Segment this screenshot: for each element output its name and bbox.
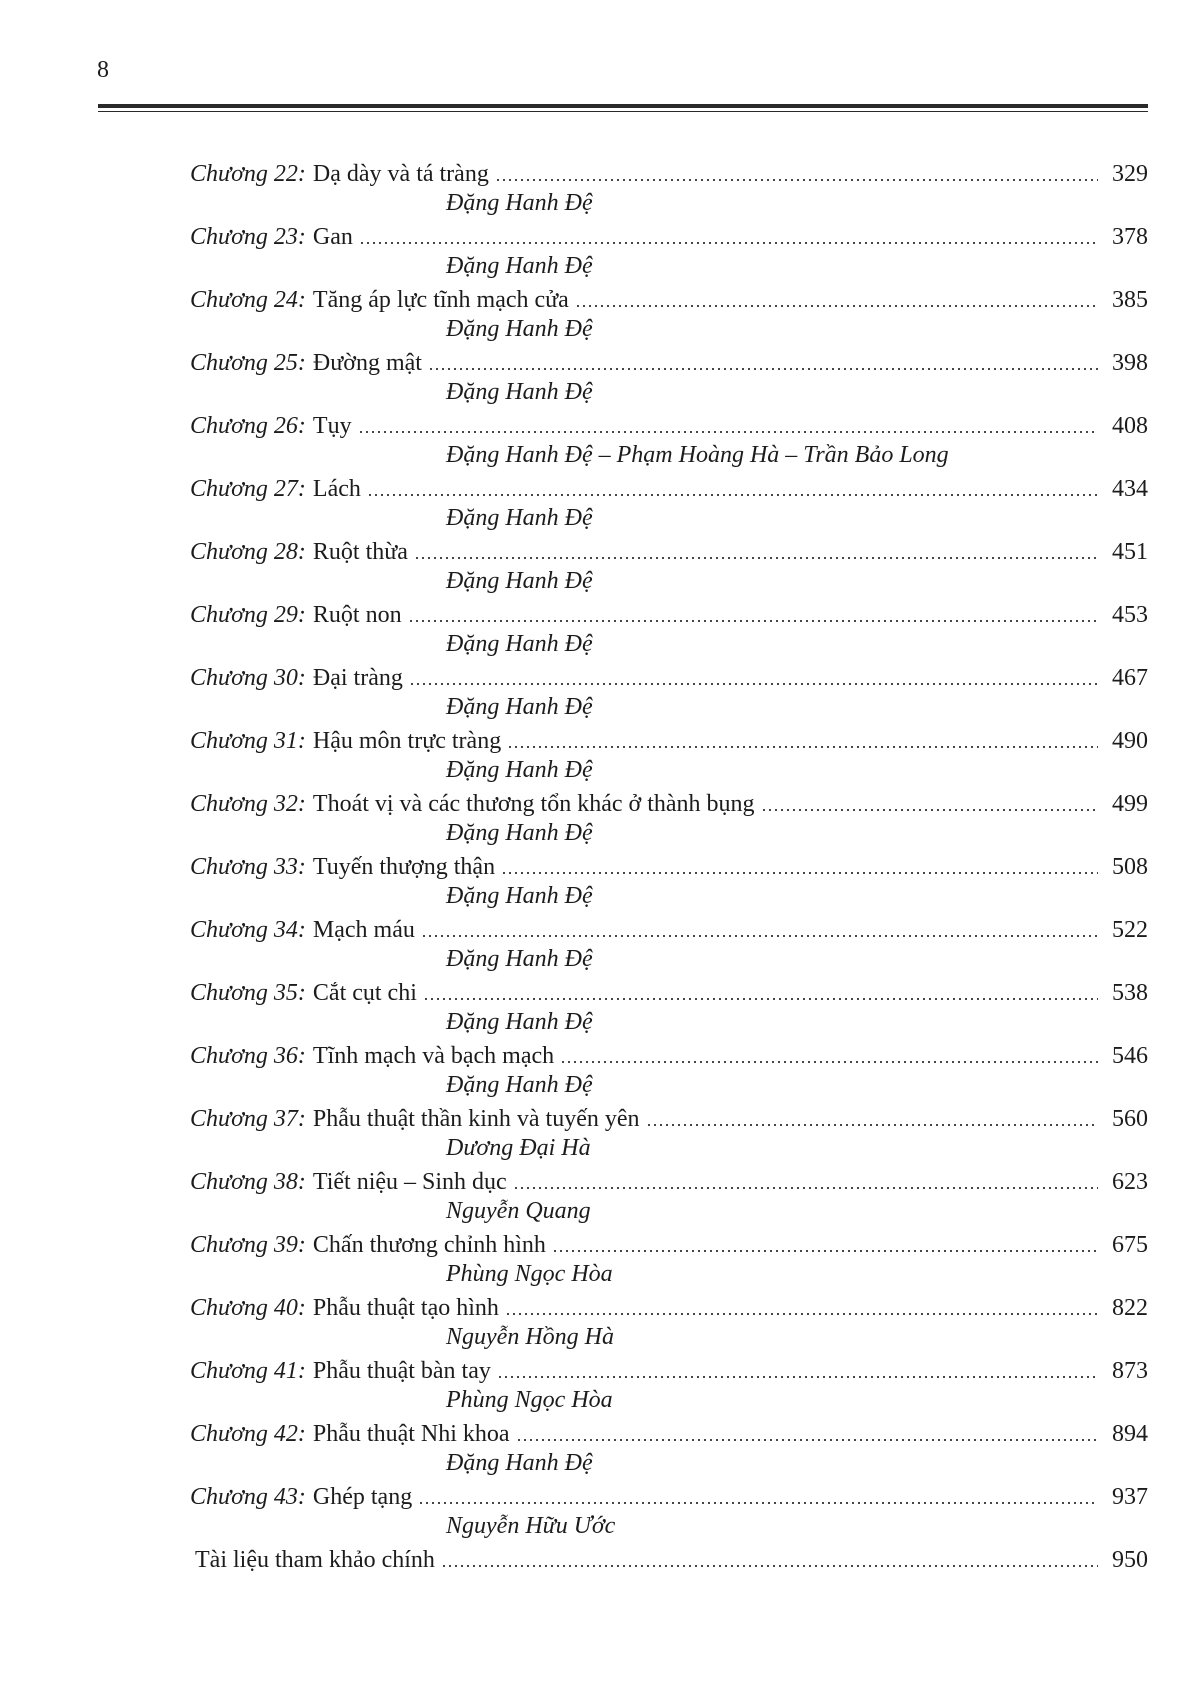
- chapter-author: Đặng Hanh Đệ: [446, 190, 593, 216]
- chapter-page-number: 434: [1112, 476, 1148, 502]
- page-number: 8: [97, 57, 109, 83]
- chapter-author: Phùng Ngọc Hòa: [446, 1387, 613, 1413]
- dot-leader: [501, 872, 1098, 874]
- chapter-author: Nguyễn Hữu Ước: [446, 1513, 616, 1539]
- chapter-title: Đại tràng: [312, 665, 403, 691]
- dot-leader: [428, 368, 1098, 370]
- chapter-title: Chấn thương chỉnh hình: [312, 1232, 546, 1258]
- chapter-author: Đặng Hanh Đệ: [446, 946, 593, 972]
- chapter-page-number: 675: [1112, 1232, 1148, 1258]
- toc-entry[interactable]: [190, 347, 1148, 379]
- toc-entry[interactable]: [190, 1292, 1148, 1324]
- dot-leader: [421, 935, 1098, 937]
- references-title: Tài liệu tham khảo chính: [195, 1547, 435, 1573]
- chapter-title: Lách: [312, 476, 361, 502]
- chapter-page-number: 546: [1112, 1043, 1148, 1069]
- chapter-label: Chương 43:: [190, 1484, 306, 1510]
- chapter-title: Phẫu thuật tạo hình: [312, 1295, 499, 1321]
- chapter-label: Chương 32:: [190, 791, 306, 817]
- dot-leader: [408, 620, 1098, 622]
- chapter-author: Phùng Ngọc Hòa: [446, 1261, 613, 1287]
- chapter-page-number: 894: [1112, 1421, 1148, 1447]
- chapter-label: Chương 31:: [190, 728, 306, 754]
- chapter-title: Gan: [312, 224, 353, 250]
- chapter-page-number: 398: [1112, 350, 1148, 376]
- chapter-title: Tiết niệu – Sinh dục: [312, 1169, 507, 1195]
- dot-leader: [414, 557, 1098, 559]
- toc-entry[interactable]: [190, 536, 1148, 568]
- dot-leader: [646, 1124, 1098, 1126]
- chapter-author: Đặng Hanh Đệ: [446, 757, 593, 783]
- dot-leader: [358, 431, 1098, 433]
- chapter-author: Đặng Hanh Đệ: [446, 1009, 593, 1035]
- chapter-page-number: 467: [1112, 665, 1148, 691]
- toc-entry[interactable]: [190, 1166, 1148, 1198]
- chapter-page-number: 822: [1112, 1295, 1148, 1321]
- toc-entry[interactable]: [190, 284, 1148, 316]
- chapter-label: Chương 22:: [190, 161, 306, 187]
- chapter-author: Dương Đại Hà: [446, 1135, 591, 1161]
- toc-entry[interactable]: [190, 1229, 1148, 1261]
- chapter-page-number: 538: [1112, 980, 1148, 1006]
- chapter-label: Chương 30:: [190, 665, 306, 691]
- dot-leader: [367, 494, 1098, 496]
- dot-leader: [552, 1250, 1098, 1252]
- chapter-author: Đặng Hanh Đệ: [446, 820, 593, 846]
- dot-leader: [409, 683, 1098, 685]
- dot-leader: [761, 809, 1098, 811]
- chapter-page-number: 451: [1112, 539, 1148, 565]
- toc-entry[interactable]: [190, 410, 1148, 442]
- chapter-label: Chương 36:: [190, 1043, 306, 1069]
- chapter-title: Ruột thừa: [312, 539, 408, 565]
- toc-entry[interactable]: [190, 1355, 1148, 1387]
- chapter-title: Ruột non: [312, 602, 402, 628]
- toc-entry[interactable]: [190, 1481, 1148, 1513]
- chapter-label: Chương 39:: [190, 1232, 306, 1258]
- chapter-page-number: 623: [1112, 1169, 1148, 1195]
- chapter-label: Chương 42:: [190, 1421, 306, 1447]
- dot-leader: [497, 1376, 1098, 1378]
- chapter-title: Phẫu thuật Nhi khoa: [312, 1421, 510, 1447]
- chapter-page-number: 937: [1112, 1484, 1148, 1510]
- toc-entry[interactable]: [190, 788, 1148, 820]
- chapter-page-number: 490: [1112, 728, 1148, 754]
- chapter-label: Chương 34:: [190, 917, 306, 943]
- dot-leader: [495, 179, 1098, 181]
- chapter-label: Chương 33:: [190, 854, 306, 880]
- chapter-page-number: 408: [1112, 413, 1148, 439]
- chapter-label: Chương 29:: [190, 602, 306, 628]
- chapter-label: Chương 25:: [190, 350, 306, 376]
- chapter-title: Mạch máu: [312, 917, 415, 943]
- chapter-label: Chương 27:: [190, 476, 306, 502]
- chapter-page-number: 385: [1112, 287, 1148, 313]
- dot-leader: [505, 1313, 1098, 1315]
- toc-entry[interactable]: [190, 221, 1148, 253]
- toc-entry[interactable]: [190, 473, 1148, 505]
- chapter-label: Chương 41:: [190, 1358, 306, 1384]
- toc-entry[interactable]: [190, 851, 1148, 883]
- chapter-author: Đặng Hanh Đệ: [446, 379, 593, 405]
- toc-entry[interactable]: [190, 662, 1148, 694]
- chapter-author: Đặng Hanh Đệ: [446, 316, 593, 342]
- chapter-author: Nguyễn Hồng Hà: [446, 1324, 614, 1350]
- toc-entry[interactable]: [190, 1418, 1148, 1450]
- dot-leader: [575, 305, 1098, 307]
- toc-entry[interactable]: [190, 1103, 1148, 1135]
- chapter-label: Chương 23:: [190, 224, 306, 250]
- chapter-page-number: 453: [1112, 602, 1148, 628]
- toc-entry[interactable]: [190, 158, 1148, 190]
- toc-entry[interactable]: [190, 725, 1148, 757]
- chapter-title: Tăng áp lực tĩnh mạch cửa: [312, 287, 569, 313]
- chapter-author: Đặng Hanh Đệ: [446, 694, 593, 720]
- chapter-label: Chương 38:: [190, 1169, 306, 1195]
- dot-leader: [513, 1187, 1098, 1189]
- chapter-label: Chương 35:: [190, 980, 306, 1006]
- dot-leader: [359, 242, 1098, 244]
- chapter-label: Chương 40:: [190, 1295, 306, 1321]
- chapter-author: Đặng Hanh Đệ: [446, 1450, 593, 1476]
- chapter-title: Cắt cụt chi: [312, 980, 417, 1006]
- chapter-label: Chương 28:: [190, 539, 306, 565]
- chapter-author: Đặng Hanh Đệ: [446, 505, 593, 531]
- chapter-author: Đặng Hanh Đệ: [446, 883, 593, 909]
- dot-leader: [418, 1502, 1098, 1504]
- chapter-label: Chương 24:: [190, 287, 306, 313]
- references-entry[interactable]: [190, 1544, 1148, 1576]
- chapter-title: Phẫu thuật bàn tay: [312, 1358, 491, 1384]
- chapter-title: Đường mật: [312, 350, 422, 376]
- chapter-title: Ghép tạng: [312, 1484, 413, 1510]
- chapter-page-number: 873: [1112, 1358, 1148, 1384]
- chapter-page-number: 378: [1112, 224, 1148, 250]
- toc-entry[interactable]: [190, 1040, 1148, 1072]
- chapter-title: Tuyến thượng thận: [312, 854, 496, 880]
- dot-leader: [441, 1565, 1098, 1567]
- chapter-title: Phẫu thuật thần kinh và tuyến yên: [312, 1106, 640, 1132]
- chapter-author: Nguyễn Quang: [446, 1198, 591, 1224]
- dot-leader: [507, 746, 1098, 748]
- references-page-number: 950: [1112, 1547, 1148, 1573]
- toc-entry[interactable]: [190, 599, 1148, 631]
- chapter-page-number: 560: [1112, 1106, 1148, 1132]
- chapter-title: Thoát vị và các thương tổn khác ở thành bụng: [312, 791, 755, 817]
- chapter-title: Hậu môn trực tràng: [312, 728, 502, 754]
- chapter-page-number: 329: [1112, 161, 1148, 187]
- chapter-author: Đặng Hanh Đệ: [446, 1072, 593, 1098]
- chapter-title: Tĩnh mạch và bạch mạch: [312, 1043, 555, 1069]
- dot-leader: [560, 1061, 1098, 1063]
- chapter-label: Chương 37:: [190, 1106, 306, 1132]
- dot-leader: [423, 998, 1098, 1000]
- chapter-author: Đặng Hanh Đệ: [446, 631, 593, 657]
- chapter-page-number: 508: [1112, 854, 1148, 880]
- chapter-author: Đặng Hanh Đệ: [446, 253, 593, 279]
- chapter-author: Đặng Hanh Đệ: [446, 568, 593, 594]
- toc-entry[interactable]: [190, 977, 1148, 1009]
- chapter-title: Dạ dày và tá tràng: [312, 161, 489, 187]
- chapter-label: Chương 26:: [190, 413, 306, 439]
- dot-leader: [516, 1439, 1098, 1441]
- chapter-page-number: 499: [1112, 791, 1148, 817]
- chapter-page-number: 522: [1112, 917, 1148, 943]
- chapter-author: Đặng Hanh Đệ – Phạm Hoàng Hà – Trần Bảo Long: [446, 442, 949, 468]
- chapter-title: Tụy: [312, 413, 352, 439]
- toc-entry[interactable]: [190, 914, 1148, 946]
